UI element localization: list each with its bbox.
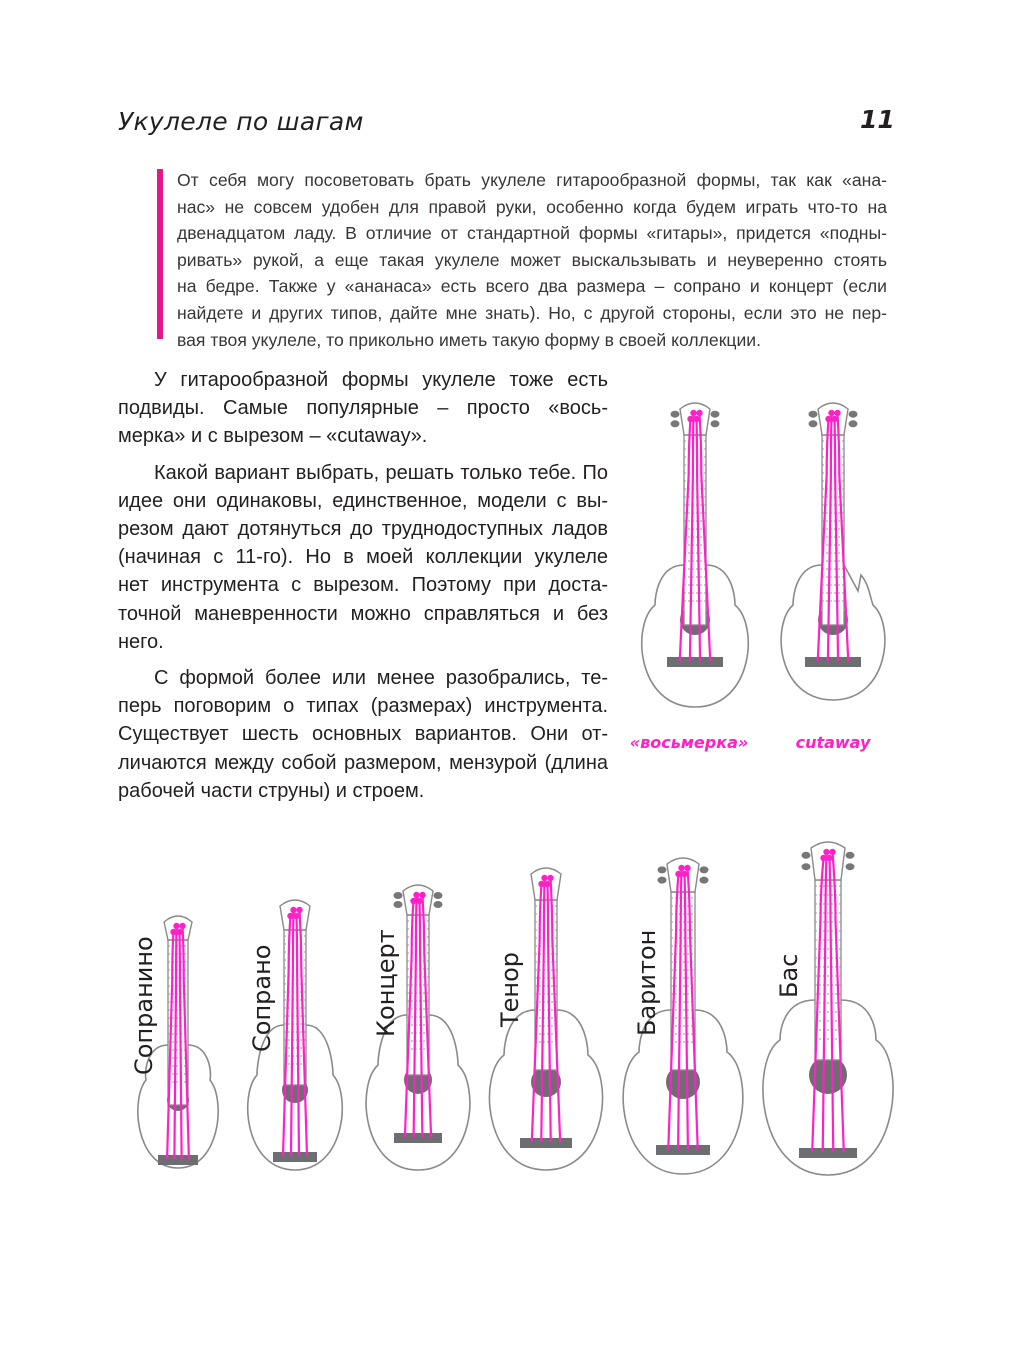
body-paragraph xyxy=(118,366,608,451)
uke-tuning-peg xyxy=(802,852,811,859)
uke-bridge xyxy=(158,1155,198,1165)
uke-tuning-peg xyxy=(434,901,443,908)
uke-string-knob xyxy=(290,907,296,913)
body-line: У гитарообразной формы укулеле тоже есть xyxy=(154,369,608,391)
body-line: нет инструмента с вырезом. Поэтому при доста- xyxy=(118,574,608,597)
uke-bridge xyxy=(805,657,861,667)
callout-box xyxy=(157,167,887,350)
uke-tuning-peg xyxy=(846,852,855,859)
uke-neck xyxy=(684,435,706,625)
uke-neck xyxy=(822,435,844,625)
callout-text xyxy=(177,167,887,353)
uke-string-knob xyxy=(678,865,684,871)
ukulele-shapes-illustration xyxy=(625,395,900,780)
body-line: личаются между собой размером, мензурой (длина xyxy=(118,751,608,774)
label-sopranino: Сопранино xyxy=(130,936,158,1075)
uke-string-knob xyxy=(834,410,840,416)
callout-line: двенадцатом ладу. В отличие от стандартной формы «гитары», придется «подны- xyxy=(177,223,887,244)
body-line: идее они одинаковы, единственное, модели с вы- xyxy=(118,489,608,512)
uke-tuning-peg xyxy=(671,420,680,427)
uke-bridge xyxy=(667,657,723,667)
uke-tuning-peg xyxy=(809,411,818,418)
label-baritone: Баритон xyxy=(633,929,661,1036)
uke-headstock xyxy=(811,842,845,880)
body-line: рабочей части струны) и строем. xyxy=(118,779,425,802)
caption-figure-eight: «восьмерка» xyxy=(629,733,749,752)
body-line: резом дают дотянуться до труднодоступных ладов xyxy=(118,518,608,541)
callout-line: на бедре. Также у «ананаса» есть всего два размера – сопрано и концерт (если xyxy=(177,276,887,297)
uke-tuning-peg xyxy=(849,411,858,418)
uke-string-knob xyxy=(296,907,302,913)
uke-string-knob xyxy=(179,923,185,929)
ukulele-sizes-figure xyxy=(110,830,910,1180)
uke-string-knob xyxy=(823,849,829,855)
uke-tuning-peg xyxy=(849,420,858,427)
uke-tuning-peg xyxy=(711,411,720,418)
uke-tuning-peg xyxy=(809,420,818,427)
callout-line: нас» не совсем удобен для правой руки, особенно когда будем играть что-то на xyxy=(177,196,887,217)
callout-line: ривать» рукой, а еще такая укулеле может выскальзывать и неуверенно стоять xyxy=(177,249,887,270)
body-line: Существует шесть основных вариантов. Они от- xyxy=(118,723,608,746)
uke-tuning-peg xyxy=(394,901,403,908)
body-paragraph xyxy=(118,664,608,805)
uke-tuning-peg xyxy=(802,863,811,870)
uke-bass xyxy=(763,842,893,1175)
uke-string-knob xyxy=(547,875,553,881)
uke-tuning-peg xyxy=(671,411,680,418)
body-line: точной маневренности можно справляться и без xyxy=(118,602,608,625)
uke-string-knob xyxy=(828,410,834,416)
uke-tuning-peg xyxy=(394,892,403,899)
uke-string-knob xyxy=(413,892,419,898)
uke-string-knob xyxy=(173,923,179,929)
body-line: него. xyxy=(118,630,164,653)
uke-bridge xyxy=(520,1138,572,1148)
uke-tuning-peg xyxy=(846,863,855,870)
body-line: мерка» и с вырезом – «cutaway». xyxy=(118,425,428,448)
uke-tuning-peg xyxy=(434,892,443,899)
uke-tuning-peg xyxy=(700,866,709,873)
uke-string-knob xyxy=(696,410,702,416)
body-paragraph xyxy=(118,459,608,656)
uke-tuning-peg xyxy=(700,877,709,884)
uke-string-knob xyxy=(541,875,547,881)
uke-bridge xyxy=(273,1152,317,1162)
label-concert: Концерт xyxy=(372,929,400,1037)
body-line: С формой более или менее разобрались, те- xyxy=(154,667,608,690)
uke-bridge xyxy=(394,1133,442,1143)
uke-cutaway xyxy=(781,403,885,700)
label-soprano: Сопрано xyxy=(248,944,276,1052)
label-bass: Бас xyxy=(775,953,803,998)
body-line: подвиды. Самые популярные – просто «вось- xyxy=(118,397,608,420)
uke-tuning-peg xyxy=(658,866,667,873)
callout-line: От себя могу посоветовать брать укулеле гитарообразной формы, так как «ана- xyxy=(177,170,887,190)
uke-figure-eight xyxy=(642,403,748,707)
uke-string-knob xyxy=(684,865,690,871)
ukulele-shapes-figure xyxy=(625,395,900,780)
label-tenor: Тенор xyxy=(496,951,524,1027)
ukulele-sizes-illustration xyxy=(110,830,910,1180)
body-text xyxy=(118,366,608,813)
uke-tuning-peg xyxy=(658,877,667,884)
uke-tuning-peg xyxy=(711,420,720,427)
page-number: 11 xyxy=(860,105,895,134)
callout-line: найдете и других типов, дайте мне знать). Но, с другой стороны, если это не пер- xyxy=(177,302,887,323)
uke-bridge xyxy=(799,1148,857,1158)
callout-accent-bar xyxy=(157,169,163,339)
uke-string-knob xyxy=(419,892,425,898)
uke-string-knob xyxy=(829,849,835,855)
caption-cutaway: cutaway xyxy=(795,733,871,752)
body-line: Какой вариант выбрать, решать только тебе. По xyxy=(154,461,608,484)
uke-bridge xyxy=(656,1145,710,1155)
callout-line: вая твоя укулеле, то прикольно иметь такую форму в своей коллекции. xyxy=(177,329,762,350)
body-line: (начиная с 11-го). Но в моей коллекции укулеле xyxy=(118,546,608,569)
body-line: перь поговорим о типах (размерах) инструмента. xyxy=(118,695,608,718)
running-header: Укулеле по шагам xyxy=(118,107,364,136)
uke-string-knob xyxy=(690,410,696,416)
